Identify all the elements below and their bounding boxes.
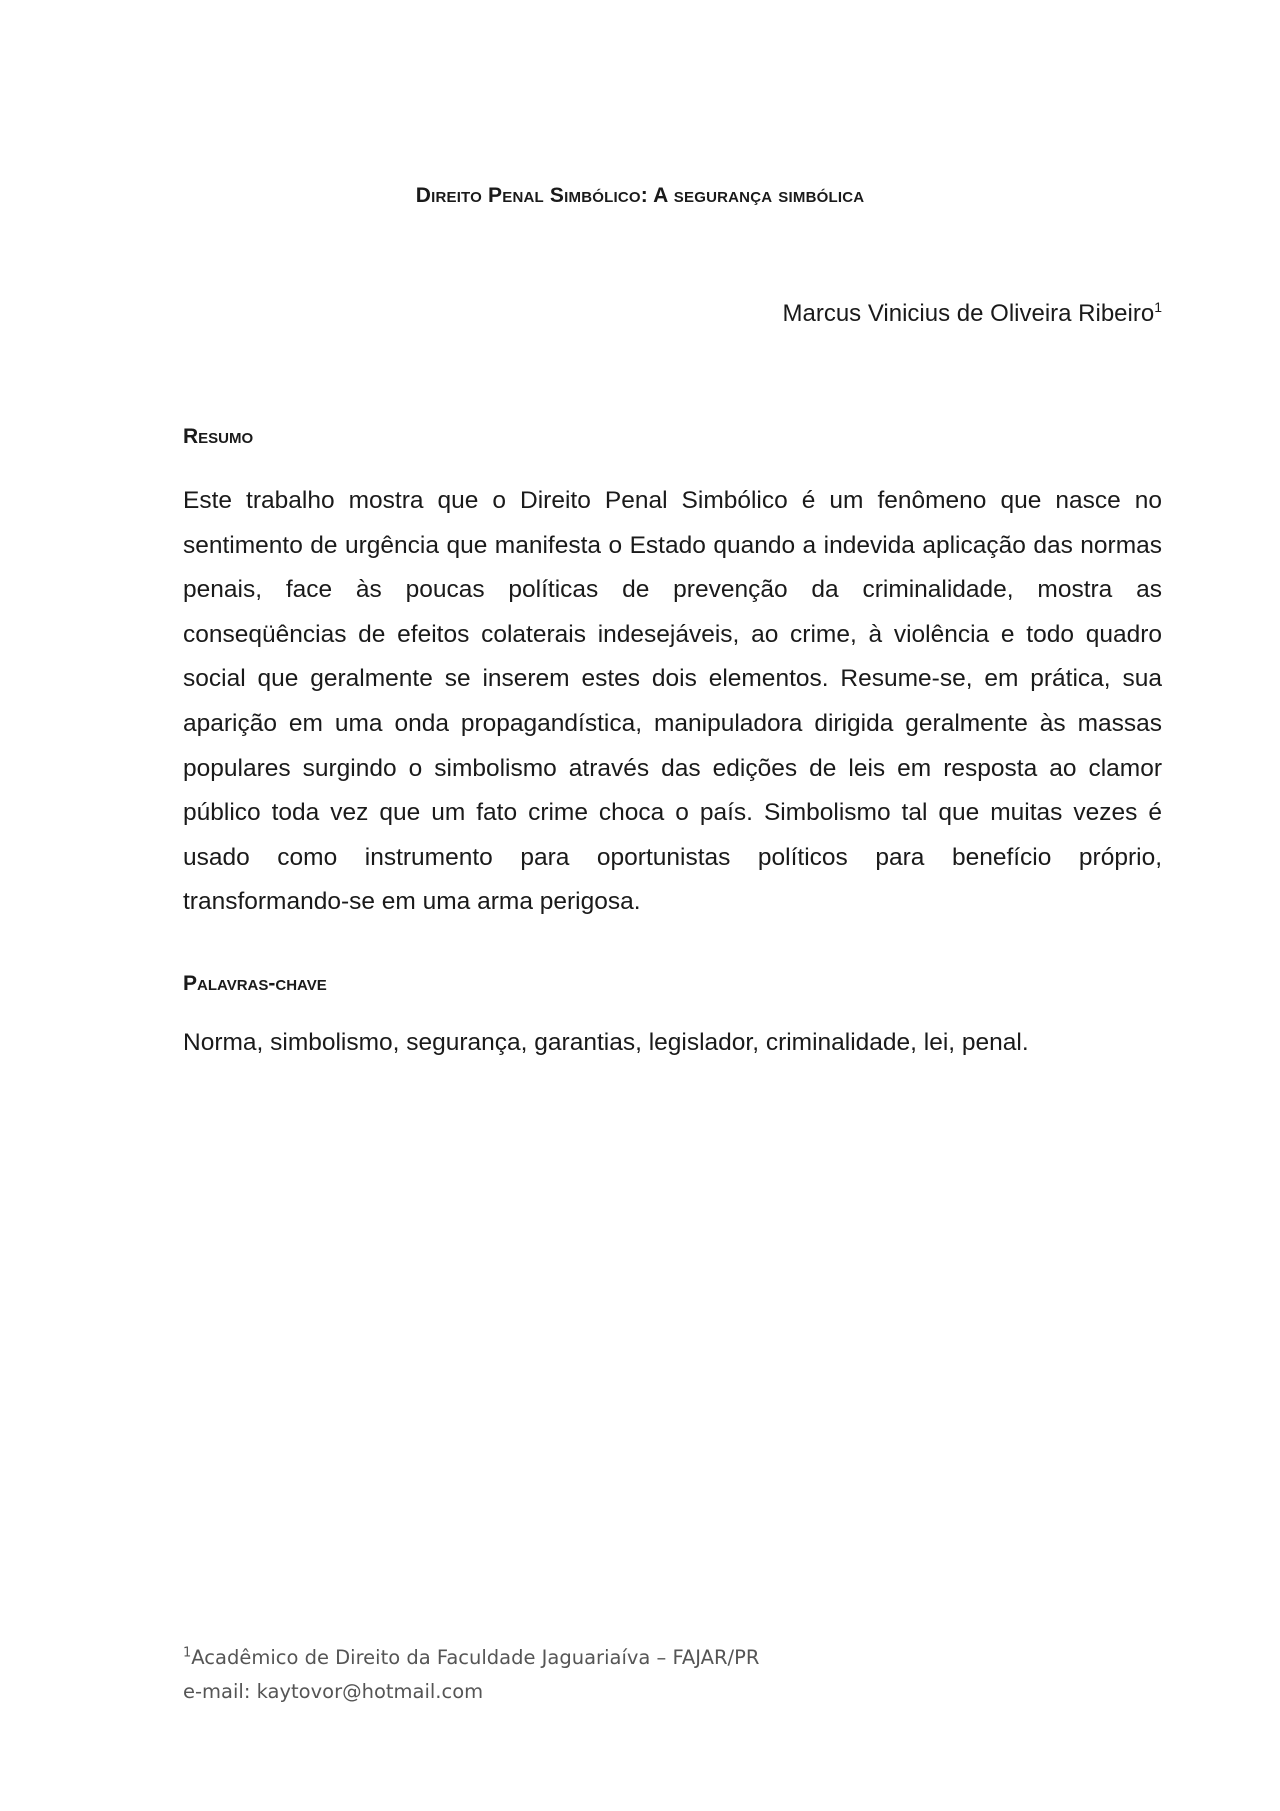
keywords-text: Norma, simbolismo, segurança, garantias, legislador, criminalidade, lei, penal. <box>183 1029 1029 1056</box>
footnote-line-2: e-mail: kaytovor@hotmail.com <box>183 1680 484 1703</box>
paper-title: Direito Penal Simbólico: A segurança simbólica <box>415 184 865 207</box>
author-footnote-mark: 1 <box>1154 299 1162 315</box>
keywords-heading: Palavras-chave <box>183 972 327 995</box>
footnote <box>183 1641 759 1709</box>
author-name: Marcus Vinicius de Oliveira Ribeiro <box>782 300 1155 327</box>
author-line <box>783 300 1163 328</box>
footnote-affiliation: Acadêmico de Direito da Faculdade Jaguariaíva – FAJAR/PR <box>191 1646 760 1669</box>
abstract-heading: Resumo <box>183 425 254 448</box>
footnote-line-1 <box>183 1641 759 1675</box>
footnote-mark: 1 <box>183 1645 192 1661</box>
abstract-text: Este trabalho mostra que o Direito Penal Simbólico é um fenômeno que nasce no sentimento de urgência que manifesta o Estado quando a indevida aplicação das normas penais, face às poucas políticas de prevenção da criminalidade, mostra as conseqüências de efeitos colaterais indesejáveis, ao crime, à violência e todo quadro social que geralmente se inserem estes dois elementos. Resume-se, em prática, sua aparição em uma onda propagandística, manipuladora dirigida geralmente às massas populares surgindo o simbolismo através das edições de leis em resposta ao clamor público toda vez que um fato crime choca o país. Simbolismo tal que muitas vezes é usado como instrumento para oportunistas políticos para benefício próprio, transformando-se em uma arma perigosa. <box>183 487 1162 916</box>
